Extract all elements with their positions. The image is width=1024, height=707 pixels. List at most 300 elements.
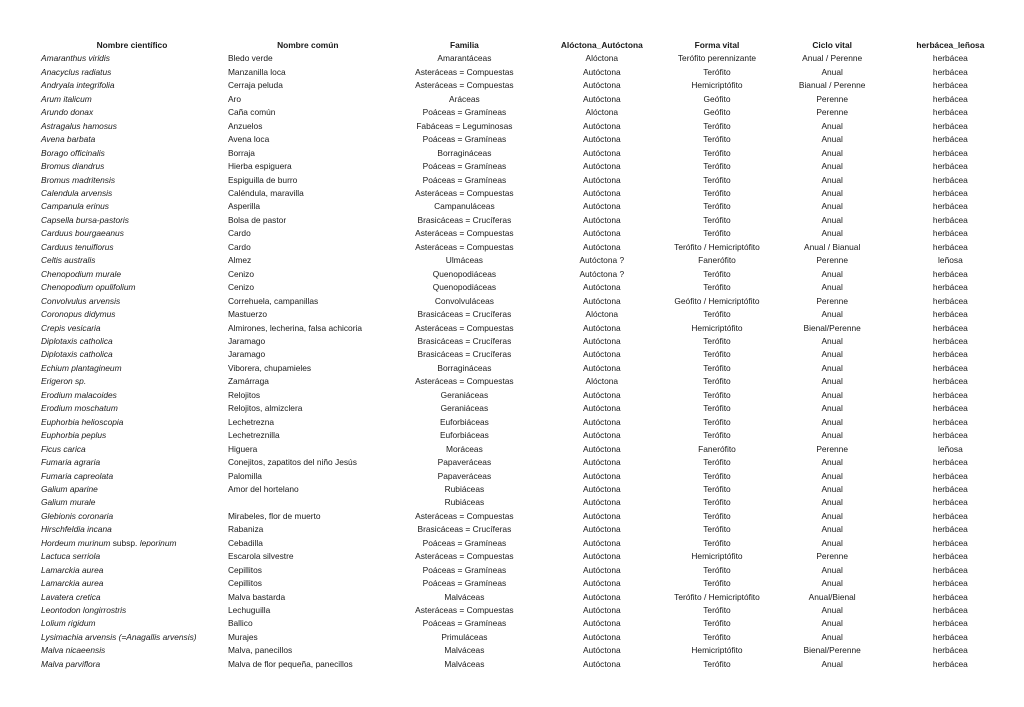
cell-nombre-cientifico: Glebionis coronaria: [41, 510, 114, 521]
cell-ciclo-vital: Anual: [821, 524, 843, 535]
cell-herbacea-lenosa: herbácea: [932, 564, 968, 575]
cell-aloctona-autoctona: Autóctona: [582, 483, 621, 494]
cell-nombre-comun: Rabaniza: [227, 524, 264, 535]
cell-familia: Asteráceas = Compuestas: [415, 376, 514, 387]
cell-nombre-cientifico: Malva parviflora: [41, 658, 101, 669]
species-table: [38, 39, 1006, 671]
cell-forma-vital: Hemicriptófito: [691, 322, 743, 333]
cell-nombre-comun: Aro: [227, 93, 241, 104]
cell-ciclo-vital: Anual: [821, 658, 843, 669]
cell-herbacea-lenosa: herbácea: [932, 201, 968, 212]
cell-nombre-cientifico: Lolium rigidum: [41, 618, 96, 629]
cell-herbacea-lenosa: herbácea: [932, 416, 968, 427]
cell-nombre-cientifico: Carduus bourgaeanus: [41, 228, 124, 239]
cell-nombre-cientifico: Capsella bursa-pastoris: [41, 214, 129, 225]
cell-herbacea-lenosa: herbácea: [932, 483, 968, 494]
cell-ciclo-vital: Anual: [821, 483, 843, 494]
cell-familia: Poáceas = Gramíneas: [422, 174, 507, 185]
cell-nombre-comun: Anzuelos: [227, 120, 263, 131]
cell-forma-vital: Terófito: [703, 187, 731, 198]
table-row: [38, 93, 1006, 106]
cell-familia: Moráceas: [446, 443, 483, 454]
cell-familia: Poáceas = Gramíneas: [422, 578, 507, 589]
cell-herbacea-lenosa: herbácea: [932, 147, 968, 158]
cell-nombre-cientifico: Echium plantagineum: [41, 362, 122, 373]
cell-aloctona-autoctona: Autóctona: [582, 605, 621, 616]
cell-herbacea-lenosa: herbácea: [932, 457, 968, 468]
header-row: [38, 39, 1006, 52]
cell-herbacea-lenosa: herbácea: [932, 282, 968, 293]
cell-forma-vital: Terófito: [703, 201, 731, 212]
cell-ciclo-vital: Anual: [821, 120, 843, 131]
cell-forma-vital: Terófito: [703, 147, 731, 158]
cell-aloctona-autoctona: Autóctona: [582, 174, 621, 185]
cell-ciclo-vital: Anual: [821, 605, 843, 616]
cell-forma-vital: Terófito: [703, 134, 731, 145]
cell-herbacea-lenosa: herbácea: [932, 618, 968, 629]
cell-aloctona-autoctona: Alóctona: [585, 53, 619, 64]
cell-nombre-cientifico: Malva nicaeensis: [41, 645, 106, 656]
cell-familia: Convolvuláceas: [434, 295, 494, 306]
table-row: [38, 483, 1006, 496]
cell-familia: Poáceas = Gramíneas: [422, 107, 507, 118]
cell-familia: Poáceas = Gramíneas: [422, 618, 507, 629]
cell-ciclo-vital: Bienal/Perenne: [803, 645, 861, 656]
cell-nombre-comun: Lechetreznilla: [227, 430, 280, 441]
cell-nombre-cientifico: Erodium moschatum: [41, 403, 118, 414]
cell-forma-vital: Terófito: [703, 268, 731, 279]
cell-nombre-comun: Cardo: [227, 241, 251, 252]
cell-herbacea-lenosa: herbácea: [932, 228, 968, 239]
cell-nombre-comun: Jaramago: [227, 349, 266, 360]
cell-nombre-cientifico: Lactuca serriola: [41, 551, 101, 562]
cell-nombre-cientifico: Amaranthus viridis: [41, 53, 110, 64]
cell-herbacea-lenosa: herbácea: [932, 241, 968, 252]
cell-aloctona-autoctona: Autóctona: [582, 134, 621, 145]
table-row: [38, 658, 1006, 671]
cell-forma-vital: Terófito: [703, 605, 731, 616]
cell-nombre-cientifico: Lamarckia aurea: [41, 564, 104, 575]
cell-nombre-cientifico: Celtis australis: [41, 255, 96, 266]
table-row: [38, 106, 1006, 119]
cell-aloctona-autoctona: Autóctona: [582, 66, 621, 77]
cell-nombre-cientifico: Erodium malacoides: [41, 389, 117, 400]
cell-herbacea-lenosa: herbácea: [932, 537, 968, 548]
cell-nombre-comun: Relojitos, almizclera: [227, 403, 303, 414]
cell-aloctona-autoctona: Autóctona: [582, 524, 621, 535]
cell-nombre-comun: Cardo: [227, 228, 251, 239]
cell-aloctona-autoctona: Autóctona: [582, 403, 621, 414]
cell-nombre-cientifico: Euphorbia peplus: [41, 430, 107, 441]
cell-ciclo-vital: Anual: [821, 389, 843, 400]
cell-herbacea-lenosa: herbácea: [932, 214, 968, 225]
cell-forma-vital: Terófito: [703, 161, 731, 172]
cell-forma-vital: Fanerófito: [698, 255, 736, 266]
cell-aloctona-autoctona: Autóctona ?: [579, 255, 625, 266]
cell-ciclo-vital: Anual: [821, 457, 843, 468]
cell-forma-vital: Terófito: [703, 497, 731, 508]
table-row: [38, 79, 1006, 92]
cell-ciclo-vital: Anual: [821, 578, 843, 589]
cell-nombre-comun: Lechuguilla: [227, 605, 271, 616]
cell-herbacea-lenosa: herbácea: [932, 403, 968, 414]
cell-ciclo-vital: Anual: [821, 268, 843, 279]
table-row: [38, 456, 1006, 469]
cell-nombre-comun: Cepillitos: [227, 578, 262, 589]
cell-forma-vital: Terófito / Hemicriptófito: [674, 241, 760, 252]
cell-aloctona-autoctona: Autóctona: [582, 510, 621, 521]
cell-ciclo-vital: Anual: [821, 564, 843, 575]
cell-nombre-cientifico: Lamarckia aurea: [41, 578, 104, 589]
cell-forma-vital: Terófito / Hemicriptófito: [674, 591, 760, 602]
cell-ciclo-vital: Perenne: [816, 93, 848, 104]
cell-familia: Asteráceas = Compuestas: [415, 187, 514, 198]
header-forma-vital: Forma vital: [694, 40, 740, 50]
cell-aloctona-autoctona: Autóctona: [582, 564, 621, 575]
cell-nombre-cientifico: Galium aparine: [41, 483, 98, 494]
cell-familia: Geraniáceas: [440, 389, 489, 400]
cell-ciclo-vital: Anual: [821, 201, 843, 212]
cell-herbacea-lenosa: herbácea: [932, 80, 968, 91]
cell-aloctona-autoctona: Autóctona: [582, 362, 621, 373]
cell-nombre-cientifico: Hirschfeldia incana: [41, 524, 112, 535]
table-row: [38, 200, 1006, 213]
cell-nombre-comun: Mirabeles, flor de muerto: [227, 510, 321, 521]
cell-forma-vital: Terófito: [703, 578, 731, 589]
table-row: [38, 66, 1006, 79]
cell-forma-vital: Terófito: [703, 376, 731, 387]
cell-familia: Rubiáceas: [444, 483, 485, 494]
cell-nombre-cientifico: Euphorbia helioscopia: [41, 416, 124, 427]
cell-herbacea-lenosa: herbácea: [932, 93, 968, 104]
cell-aloctona-autoctona: Autóctona: [582, 645, 621, 656]
cell-ciclo-vital: Anual: [821, 618, 843, 629]
cell-forma-vital: Hemicriptófito: [691, 551, 743, 562]
table-row: [38, 254, 1006, 267]
cell-forma-vital: Terófito: [703, 349, 731, 360]
cell-familia: Malváceas: [444, 658, 485, 669]
cell-herbacea-lenosa: herbácea: [932, 430, 968, 441]
cell-nombre-cientifico: Lysimachia arvensis (=Anagallis arvensis): [41, 631, 197, 642]
cell-aloctona-autoctona: Autóctona: [582, 161, 621, 172]
cell-nombre-cientifico: Convolvulus arvensis: [41, 295, 121, 306]
cell-forma-vital: Terófito perennizante: [677, 53, 757, 64]
cell-forma-vital: Terófito: [703, 389, 731, 400]
cell-aloctona-autoctona: Autóctona: [582, 214, 621, 225]
header-aloctona-autoctona: Alóctona_Autóctona: [560, 40, 643, 50]
cell-aloctona-autoctona: Autóctona: [582, 228, 621, 239]
cell-nombre-comun: Cepillitos: [227, 564, 262, 575]
cell-ciclo-vital: Anual: [821, 362, 843, 373]
cell-nombre-cientifico: Leontodon longirrostris: [41, 605, 127, 616]
cell-ciclo-vital: Anual / Perenne: [802, 53, 863, 64]
cell-nombre-cientifico: Lavatera cretica: [41, 591, 101, 602]
table-row: [38, 389, 1006, 402]
cell-nombre-comun: Viborera, chupamieles: [227, 362, 312, 373]
cell-ciclo-vital: Anual: [821, 430, 843, 441]
cell-nombre-comun: Malva bastarda: [227, 591, 286, 602]
cell-herbacea-lenosa: herbácea: [932, 322, 968, 333]
cell-herbacea-lenosa: herbácea: [932, 591, 968, 602]
cell-nombre-cientifico: Carduus tenuiflorus: [41, 241, 114, 252]
table-row: [38, 496, 1006, 509]
cell-herbacea-lenosa: leñosa: [938, 443, 963, 454]
cell-forma-vital: Geófito: [703, 107, 731, 118]
table-row: [38, 241, 1006, 254]
cell-familia: Quenopodiáceas: [432, 268, 497, 279]
cell-nombre-comun: Conejitos, zapatitos del niño Jesús: [227, 457, 357, 468]
cell-nombre-comun: Higuera: [227, 443, 258, 454]
cell-herbacea-lenosa: leñosa: [938, 255, 963, 266]
cell-herbacea-lenosa: herbácea: [932, 389, 968, 400]
cell-herbacea-lenosa: herbácea: [932, 161, 968, 172]
cell-nombre-comun: Caña común: [227, 107, 276, 118]
cell-familia: Malváceas: [444, 591, 485, 602]
cell-nombre-comun: Mastuerzo: [227, 309, 268, 320]
cell-familia: Amarantáceas: [437, 53, 492, 64]
cell-familia: Campanuláceas: [434, 201, 495, 212]
cell-ciclo-vital: Anual: [821, 134, 843, 145]
cell-nombre-cientifico: Borago officinalis: [41, 147, 105, 158]
cell-nombre-comun: Correhuela, campanillas: [227, 295, 319, 306]
cell-forma-vital: Terófito: [703, 309, 731, 320]
cell-aloctona-autoctona: Alóctona: [585, 107, 619, 118]
cell-forma-vital: Terófito: [703, 282, 731, 293]
cell-forma-vital: Hemicriptófito: [691, 645, 743, 656]
cell-nombre-comun: Espiguilla de burro: [227, 174, 298, 185]
cell-herbacea-lenosa: herbácea: [932, 174, 968, 185]
cell-herbacea-lenosa: herbácea: [932, 551, 968, 562]
table-row: [38, 160, 1006, 173]
cell-forma-vital: Terófito: [703, 564, 731, 575]
table-row: [38, 443, 1006, 456]
cell-ciclo-vital: Anual: [821, 510, 843, 521]
cell-herbacea-lenosa: herbácea: [932, 335, 968, 346]
cell-familia: Brasicáceas = Crucíferas: [417, 524, 512, 535]
cell-herbacea-lenosa: herbácea: [932, 295, 968, 306]
cell-nombre-cientifico: Ficus carica: [41, 443, 86, 454]
cell-nombre-cientifico: Avena barbata: [41, 134, 96, 145]
cell-forma-vital: Terófito: [703, 335, 731, 346]
table-row: [38, 214, 1006, 227]
cell-nombre-comun: Murajes: [227, 631, 258, 642]
header-herbacea-lenosa: herbácea_leñosa: [916, 40, 985, 50]
cell-familia: Aráceas: [449, 93, 480, 104]
cell-aloctona-autoctona: Autóctona: [582, 93, 621, 104]
cell-nombre-comun: Palomilla: [227, 470, 262, 481]
infraspecific-name: leporinum: [139, 537, 177, 548]
cell-nombre-cientifico: Calendula arvensis: [41, 187, 113, 198]
cell-ciclo-vital: Perenne: [816, 107, 848, 118]
cell-nombre-cientifico: Galium murale: [41, 497, 96, 508]
cell-ciclo-vital: Anual: [821, 497, 843, 508]
table-row: [38, 375, 1006, 388]
cell-nombre-comun: Amor del hortelano: [227, 483, 299, 494]
table-body: [38, 52, 1006, 671]
cell-forma-vital: Terófito: [703, 457, 731, 468]
cell-familia: Primuláceas: [441, 631, 488, 642]
cell-nombre-comun: Cerraja peluda: [227, 80, 283, 91]
cell-familia: Asteráceas = Compuestas: [415, 322, 514, 333]
cell-nombre-cientifico: Diplotaxis catholica: [41, 349, 113, 360]
header-ciclo-vital: Ciclo vital: [812, 40, 852, 50]
cell-aloctona-autoctona: Autóctona: [582, 443, 621, 454]
cell-nombre-comun: Borraja: [227, 147, 255, 158]
cell-nombre-cientifico: Crepis vesicaria: [41, 322, 101, 333]
cell-forma-vital: Terófito: [703, 618, 731, 629]
cell-nombre-comun: Jaramago: [227, 335, 266, 346]
cell-familia: Brasicáceas = Crucíferas: [417, 214, 512, 225]
cell-herbacea-lenosa: herbácea: [932, 134, 968, 145]
cell-nombre-comun: Cenizo: [227, 282, 255, 293]
cell-nombre-cientifico: Diplotaxis catholica: [41, 335, 113, 346]
cell-aloctona-autoctona: Autóctona: [582, 591, 621, 602]
table-row: [38, 295, 1006, 308]
table-row: [38, 564, 1006, 577]
cell-familia: Borragináceas: [437, 147, 492, 158]
cell-herbacea-lenosa: herbácea: [932, 187, 968, 198]
cell-nombre-cientifico: Bromus diandrus: [41, 161, 105, 172]
cell-nombre-comun: Cebadilla: [227, 537, 263, 548]
cell-ciclo-vital: Anual: [821, 228, 843, 239]
table-row: [38, 510, 1006, 523]
cell-aloctona-autoctona: Autóctona ?: [579, 268, 625, 279]
cell-ciclo-vital: Anual: [821, 537, 843, 548]
cell-ciclo-vital: Bienal/Perenne: [803, 322, 861, 333]
cell-aloctona-autoctona: Autóctona: [582, 335, 621, 346]
table-row: [38, 617, 1006, 630]
cell-nombre-comun: Relojitos: [227, 389, 261, 400]
cell-herbacea-lenosa: herbácea: [932, 658, 968, 669]
cell-nombre-comun: Manzanilla loca: [227, 66, 286, 77]
cell-aloctona-autoctona: Alóctona: [585, 309, 619, 320]
species-name: Hordeum murinum: [41, 537, 111, 548]
cell-familia: Rubiáceas: [444, 497, 485, 508]
table-row: [38, 644, 1006, 657]
cell-ciclo-vital: Anual: [821, 335, 843, 346]
cell-ciclo-vital: Anual: [821, 147, 843, 158]
cell-aloctona-autoctona: Autóctona: [582, 497, 621, 508]
cell-aloctona-autoctona: Autóctona: [582, 147, 621, 158]
cell-nombre-comun: Asperilla: [227, 201, 261, 212]
cell-forma-vital: Terófito: [703, 228, 731, 239]
cell-nombre-cientifico: [38, 537, 226, 550]
table-row: [38, 308, 1006, 321]
table-row: [38, 362, 1006, 375]
cell-nombre-comun: Zamárraga: [227, 376, 269, 387]
cell-nombre-comun: Ballico: [227, 618, 253, 629]
cell-aloctona-autoctona: Autóctona: [582, 201, 621, 212]
cell-ciclo-vital: Anual: [821, 416, 843, 427]
cell-nombre-cientifico: Coronopus didymus: [41, 309, 116, 320]
cell-ciclo-vital: Anual: [821, 631, 843, 642]
cell-ciclo-vital: Perenne: [816, 295, 848, 306]
cell-nombre-comun: Escarola silvestre: [227, 551, 294, 562]
cell-nombre-cientifico: Astragalus hamosus: [41, 120, 117, 131]
cell-familia: Asteráceas = Compuestas: [415, 228, 514, 239]
cell-familia: Asteráceas = Compuestas: [415, 66, 514, 77]
cell-aloctona-autoctona: Autóctona: [582, 416, 621, 427]
cell-ciclo-vital: Perenne: [816, 443, 848, 454]
cell-nombre-comun: Cenizo: [227, 268, 255, 279]
cell-ciclo-vital: Anual: [821, 403, 843, 414]
cell-familia: Papaveráceas: [437, 457, 492, 468]
cell-forma-vital: Fanerófito: [698, 443, 736, 454]
table-row: [38, 335, 1006, 348]
table-row: [38, 577, 1006, 590]
table-row: [38, 174, 1006, 187]
cell-herbacea-lenosa: herbácea: [932, 470, 968, 481]
cell-nombre-cientifico: Campanula erinus: [41, 201, 109, 212]
table-row: [38, 591, 1006, 604]
cell-nombre-comun: Bolsa de pastor: [227, 214, 287, 225]
cell-aloctona-autoctona: Autóctona: [582, 578, 621, 589]
cell-aloctona-autoctona: Autóctona: [582, 349, 621, 360]
cell-aloctona-autoctona: Autóctona: [582, 551, 621, 562]
cell-ciclo-vital: Anual/Bienal: [808, 591, 856, 602]
table-row: [38, 416, 1006, 429]
cell-forma-vital: Terófito: [703, 470, 731, 481]
cell-aloctona-autoctona: Autóctona: [582, 282, 621, 293]
cell-forma-vital: Terófito: [703, 537, 731, 548]
table-row: [38, 550, 1006, 563]
cell-nombre-comun: Hierba espiguera: [227, 161, 292, 172]
cell-aloctona-autoctona: Autóctona: [582, 618, 621, 629]
cell-forma-vital: Terófito: [703, 430, 731, 441]
cell-familia: Poáceas = Gramíneas: [422, 564, 507, 575]
cell-familia: Borragináceas: [437, 362, 492, 373]
cell-aloctona-autoctona: Autóctona: [582, 470, 621, 481]
cell-ciclo-vital: Anual: [821, 309, 843, 320]
cell-ciclo-vital: Anual: [821, 349, 843, 360]
cell-herbacea-lenosa: herbácea: [932, 524, 968, 535]
cell-herbacea-lenosa: herbácea: [932, 605, 968, 616]
table-row: [38, 268, 1006, 281]
cell-herbacea-lenosa: herbácea: [932, 645, 968, 656]
cell-familia: Malváceas: [444, 645, 485, 656]
cell-herbacea-lenosa: herbácea: [932, 268, 968, 279]
table-row: [38, 52, 1006, 65]
cell-nombre-cientifico: Chenopodium opulifolium: [41, 282, 136, 293]
infraspecific-rank: subsp.: [112, 537, 138, 548]
cell-familia: Euforbiáceas: [439, 416, 489, 427]
cell-nombre-comun: Avena loca: [227, 134, 270, 145]
cell-aloctona-autoctona: Autóctona: [582, 430, 621, 441]
header-nombre-comun: Nombre común: [277, 40, 339, 50]
cell-herbacea-lenosa: herbácea: [932, 349, 968, 360]
cell-forma-vital: Terófito: [703, 658, 731, 669]
cell-forma-vital: Terófito: [703, 483, 731, 494]
cell-familia: Asteráceas = Compuestas: [415, 510, 514, 521]
cell-nombre-cientifico: Andryala integrifolia: [41, 80, 115, 91]
cell-ciclo-vital: Perenne: [816, 551, 848, 562]
cell-nombre-cientifico: Arundo donax: [41, 107, 94, 118]
cell-herbacea-lenosa: herbácea: [932, 309, 968, 320]
cell-familia: Poáceas = Gramíneas: [422, 537, 507, 548]
cell-nombre-cientifico: Fumaria agraria: [41, 457, 101, 468]
table-row: [38, 120, 1006, 133]
cell-herbacea-lenosa: herbácea: [932, 66, 968, 77]
table-row: [38, 604, 1006, 617]
cell-forma-vital: Terófito: [703, 631, 731, 642]
cell-herbacea-lenosa: herbácea: [932, 376, 968, 387]
cell-herbacea-lenosa: herbácea: [932, 497, 968, 508]
table-row: [38, 227, 1006, 240]
cell-forma-vital: Geófito: [703, 93, 731, 104]
cell-ciclo-vital: Bianual / Perenne: [798, 80, 866, 91]
table-row: [38, 281, 1006, 294]
cell-forma-vital: Terófito: [703, 362, 731, 373]
